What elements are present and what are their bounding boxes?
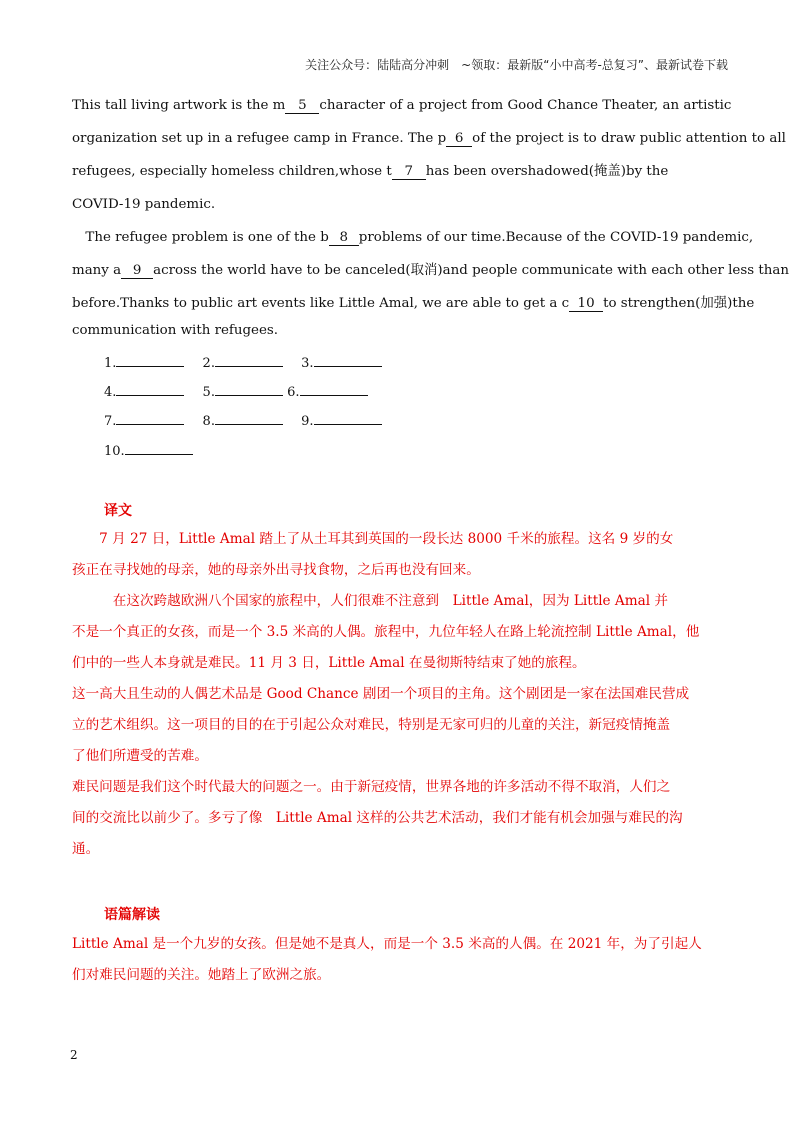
passage-line-8: communication with refugees. [72, 323, 279, 338]
answer-row-1 [104, 352, 382, 371]
passage-text: of the project is to draw public attention to all [472, 131, 786, 146]
analysis-line: 们对难民问题的关注。她踏上了欧洲之旅。 [72, 967, 331, 983]
passage-text: character of a project from Good Chance Theater, an artistic [319, 98, 732, 113]
passage-text: to strengthen(加强)the [603, 296, 755, 311]
answer-row-2 [104, 381, 368, 400]
translation-line: 通。 [72, 841, 100, 857]
analysis-heading: 语篇解读 [104, 907, 160, 923]
translation-line: 在这次跨越欧洲八个国家的旅程中，人们很难不注意到 Little Amal，因为 Little Amal 并 [72, 593, 668, 609]
answer-blank[interactable] [116, 381, 184, 396]
passage-text: organization set up in a refugee camp in France. The p [72, 131, 447, 146]
passage-text: before.Thanks to public art events like Little Amal, we are able to get a c [72, 296, 570, 311]
answer-blank[interactable] [215, 352, 283, 367]
blank-7: 7 [392, 164, 426, 180]
translation-line: 7 月 27 日，Little Amal 踏上了从土耳其到英国的一段长达 8000 千米的旅程。这名 9 岁的女 [72, 531, 674, 547]
answer-blank[interactable] [125, 440, 193, 455]
blank-9: 9 [121, 263, 153, 279]
answer-4: 4. [104, 381, 184, 400]
passage-line-3 [72, 162, 668, 182]
blank-5: 5 [285, 98, 319, 114]
translation-line: 这一高大且生动的人偶艺术品是 Good Chance 剧团一个项目的主角。这个剧团是一家在法国难民营成 [72, 686, 690, 702]
passage-line-6 [72, 261, 789, 281]
translation-line: 孩正在寻找她的母亲，她的母亲外出寻找食物，之后再也没有回来。 [72, 562, 480, 578]
answer-5: 5. [203, 381, 283, 400]
answer-blank[interactable] [116, 352, 184, 367]
answer-7: 7. [104, 410, 184, 429]
answer-row-4 [104, 440, 193, 459]
answer-1: 1. [104, 352, 184, 371]
passage-text: many a [72, 263, 122, 278]
passage-text: The refugee problem is one of the b [72, 230, 329, 245]
answer-10: 10. [104, 440, 193, 459]
translation-line: 不是一个真正的女孩，而是一个 3.5 米高的人偶。旅程中，九位年轻人在路上轮流控制 Little Amal，他 [72, 624, 700, 640]
translation-heading: 译文 [104, 503, 132, 519]
blank-6: 6 [446, 131, 472, 147]
answer-8: 8. [203, 410, 283, 429]
page-header: 关注公众号：陆陆高分冲刺 ~领取：最新版“小中高考-总复习”、最新试卷下载 [305, 58, 728, 72]
blank-10: 10 [569, 296, 603, 312]
passage-text: across the world have to be canceled(取消)and people communicate with each other less than [153, 263, 789, 278]
answer-2: 2. [203, 352, 283, 371]
answer-blank[interactable] [314, 352, 382, 367]
passage-line-4: COVID-19 pandemic. [72, 197, 216, 212]
page-number: 2 [70, 1048, 78, 1062]
answer-row-3 [104, 410, 382, 429]
translation-line: 立的艺术组织。这一项目的目的在于引起公众对难民，特别是无家可归的儿童的关注，新冠疫情掩盖 [72, 717, 671, 733]
passage-line-1 [72, 96, 731, 116]
passage-line-5 [72, 228, 753, 248]
passage-line-7 [72, 294, 754, 314]
answer-blank[interactable] [314, 410, 382, 425]
answer-blank[interactable] [300, 381, 368, 396]
translation-line: 了他们所遭受的苦难。 [72, 748, 208, 764]
translation-line: 难民问题是我们这个时代最大的问题之一。由于新冠疫情，世界各地的许多活动不得不取消，人们之 [72, 779, 671, 795]
answer-6: 6. [287, 381, 367, 400]
blank-8: 8 [329, 230, 359, 246]
passage-line-2 [72, 129, 786, 149]
passage-text: This tall living artwork is the m [72, 98, 286, 113]
answer-blank[interactable] [116, 410, 184, 425]
answer-blank[interactable] [215, 410, 283, 425]
answer-3: 3. [301, 352, 381, 371]
passage-text: problems of our time.Because of the COVID-19 pandemic, [358, 230, 754, 245]
analysis-line: Little Amal 是一个九岁的女孩。但是她不是真人，而是一个 3.5 米高的人偶。在 2021 年，为了引起人 [72, 936, 702, 952]
passage-text: has been overshadowed(掩盖)by the [425, 164, 669, 179]
answer-9: 9. [301, 410, 381, 429]
translation-line: 们中的一些人本身就是难民。11 月 3 日，Little Amal 在曼彻斯特结束了她的旅程。 [72, 655, 586, 671]
passage-text: refugees, especially homeless children,whose t [72, 164, 392, 179]
answer-blank[interactable] [215, 381, 283, 396]
translation-line: 间的交流比以前少了。多亏了像 Little Amal 这样的公共艺术活动，我们才能有机会加强与难民的沟 [72, 810, 683, 826]
